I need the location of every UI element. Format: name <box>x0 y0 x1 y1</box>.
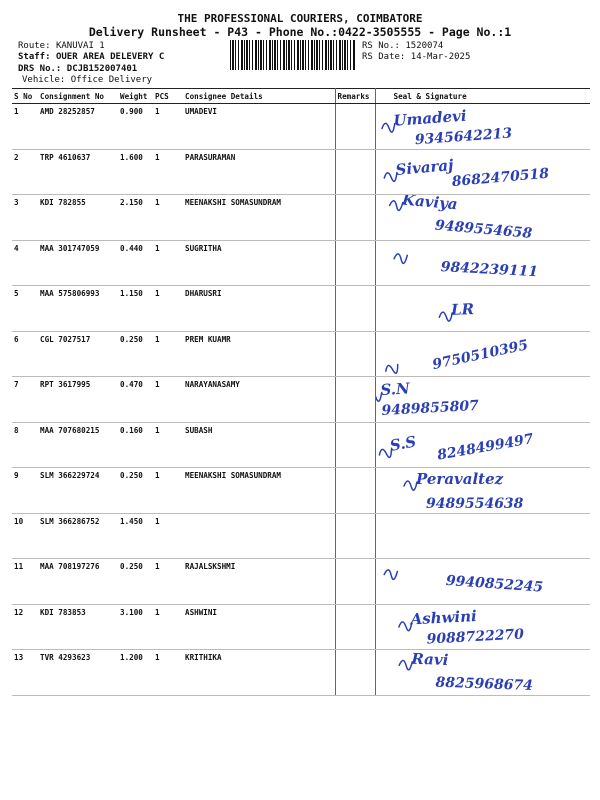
remarks-cell <box>335 650 375 696</box>
handwritten-phone: 9940852245 <box>444 572 544 596</box>
col-sno: S No <box>12 89 38 104</box>
consignee-cell: RAJALSKSHMI <box>183 559 335 605</box>
drs-value: DCJB152007401 <box>66 64 138 74</box>
consignment-cell: MAA 301747059 <box>38 240 118 286</box>
handwritten-signature <box>376 559 588 604</box>
signature-cell <box>375 559 590 605</box>
remarks-cell <box>335 149 375 195</box>
sno-cell: 1 <box>12 104 38 150</box>
table-row <box>12 422 590 468</box>
table-row <box>12 149 590 195</box>
drs-line <box>18 64 137 74</box>
vehicle-label: Vehicle: <box>22 75 66 85</box>
handwritten-name: S.N <box>379 379 410 399</box>
weight-cell: 0.250 <box>118 559 153 605</box>
route-label: Route: <box>18 41 51 51</box>
handwritten-phone: 9842239111 <box>439 258 538 280</box>
staff-line <box>18 52 164 62</box>
table-row <box>12 468 590 514</box>
signature-cell <box>375 190 590 242</box>
handwritten-signature <box>376 286 588 331</box>
signature-cell <box>375 104 590 150</box>
col-consignee: Consignee Details <box>183 89 335 104</box>
weight-cell: 1.200 <box>118 650 153 696</box>
pcs-cell: 1 <box>153 195 183 241</box>
handwritten-signature <box>376 422 588 467</box>
handwritten-phone: 8248499497 <box>435 430 535 464</box>
staff-value: OUER AREA DELEVERY C <box>55 52 165 62</box>
handwritten-phone: 9345642213 <box>413 125 513 149</box>
weight-cell: 0.250 <box>118 331 153 377</box>
col-weight: Weight <box>118 89 153 104</box>
weight-cell: 0.900 <box>118 104 153 150</box>
pcs-cell: 1 <box>153 422 183 468</box>
consignee-cell: UMADEVI <box>183 104 335 150</box>
consignment-cell: MAA 708197276 <box>38 559 118 605</box>
sno-cell: 6 <box>12 331 38 377</box>
remarks-cell <box>335 331 375 377</box>
remarks-cell <box>335 559 375 605</box>
handwritten-signature <box>376 604 588 649</box>
handwritten-signature <box>376 377 588 422</box>
route-line <box>18 41 105 51</box>
remarks-cell <box>335 513 375 559</box>
table-row <box>12 331 590 377</box>
signature-cell <box>375 377 590 423</box>
vehicle-line <box>22 75 152 85</box>
sno-cell: 10 <box>12 513 38 559</box>
table-row <box>12 513 590 559</box>
sno-cell: 7 <box>12 377 38 423</box>
handwritten-name: Sivaraj <box>394 155 454 179</box>
table-header-row <box>12 89 590 104</box>
runsheet-title: Delivery Runsheet - P43 - Phone No.:0422-3505555 - Page No.:1 <box>88 25 512 39</box>
rs-no-line <box>362 41 443 51</box>
sno-cell: 12 <box>12 604 38 650</box>
consignment-cell: TRP 4610637 <box>38 149 118 195</box>
sno-cell: 13 <box>12 650 38 696</box>
handwritten-signature <box>376 650 588 695</box>
handwritten-name: Peravaltez <box>415 470 503 488</box>
sno-cell: 8 <box>12 422 38 468</box>
remarks-cell <box>335 468 375 514</box>
table-row <box>12 195 590 241</box>
table-row <box>12 559 590 605</box>
signature-cell <box>375 422 590 468</box>
handwritten-phone: 9750510395 <box>430 336 530 373</box>
runsheet-table <box>12 88 590 696</box>
pcs-cell: 1 <box>153 604 183 650</box>
signature-stroke <box>393 253 406 263</box>
signature-cell <box>375 650 590 696</box>
col-signature: Seal & Signature <box>375 89 590 104</box>
signature-stroke <box>384 363 399 375</box>
remarks-cell <box>335 195 375 241</box>
table-row <box>12 604 590 650</box>
pcs-cell: 1 <box>153 650 183 696</box>
handwritten-name: LR <box>450 300 474 319</box>
signature-cell <box>375 331 590 377</box>
consignment-cell: SLM 366229724 <box>38 468 118 514</box>
weight-cell: 1.450 <box>118 513 153 559</box>
handwritten-signature <box>376 331 588 376</box>
remarks-cell <box>335 240 375 286</box>
handwritten-name: Ravi <box>410 649 449 670</box>
pcs-cell: 1 <box>153 377 183 423</box>
handwritten-signature <box>376 468 588 513</box>
table-row <box>12 650 590 696</box>
consignee-cell: SUGRITHA <box>183 240 335 286</box>
consignment-cell: AMD 28252857 <box>38 104 118 150</box>
col-consignment: Consignment No <box>38 89 118 104</box>
sno-cell: 9 <box>12 468 38 514</box>
barcode-image <box>230 40 355 70</box>
weight-cell: 1.150 <box>118 286 153 332</box>
consignee-cell: NARAYANASAMY <box>183 377 335 423</box>
consignee-cell: PREM KUAMR <box>183 331 335 377</box>
remarks-cell <box>335 377 375 423</box>
handwritten-phone: 8825968674 <box>434 674 533 694</box>
sno-cell: 3 <box>12 195 38 241</box>
consignee-cell: SUBASH <box>183 422 335 468</box>
table-row <box>12 286 590 332</box>
consignment-cell: SLM 366286752 <box>38 513 118 559</box>
staff-label: Staff: <box>18 52 51 62</box>
signature-cell <box>375 286 590 332</box>
consignment-cell: CGL 7027517 <box>38 331 118 377</box>
consignee-cell: MEENAKSHI SOMASUNDRAM <box>183 468 335 514</box>
consignee-cell: MEENAKSHI SOMASUNDRAM <box>183 195 335 241</box>
signature-stroke <box>383 570 397 580</box>
handwritten-signature <box>376 190 588 242</box>
remarks-cell <box>335 422 375 468</box>
rs-no-value: 1520074 <box>405 41 444 51</box>
table-row <box>12 240 590 286</box>
sno-cell: 2 <box>12 149 38 195</box>
pcs-cell: 1 <box>153 104 183 150</box>
handwritten-signature <box>376 104 588 149</box>
route-value: KANUVAI 1 <box>55 41 105 51</box>
consignee-cell: PARASURAMAN <box>183 149 335 195</box>
pcs-cell: 1 <box>153 559 183 605</box>
handwritten-name: S.S <box>387 432 418 455</box>
remarks-cell <box>335 104 375 150</box>
rs-date-line <box>362 52 470 62</box>
consignee-cell: KRITHIKA <box>183 650 335 696</box>
weight-cell: 0.470 <box>118 377 153 423</box>
pcs-cell: 1 <box>153 286 183 332</box>
col-remarks: Remarks <box>335 89 375 104</box>
pcs-cell: 1 <box>153 240 183 286</box>
consignment-cell: MAA 575806993 <box>38 286 118 332</box>
company-name: THE PROFESSIONAL COURIERS, COIMBATORE <box>177 12 423 25</box>
table-row <box>12 377 590 423</box>
handwritten-phone: 9088722270 <box>425 626 524 648</box>
handwritten-phone: 9489554658 <box>433 217 533 242</box>
signature-cell <box>375 604 590 650</box>
weight-cell: 0.250 <box>118 468 153 514</box>
consignment-cell: TVR 4293623 <box>38 650 118 696</box>
handwritten-name: Umadevi <box>392 106 467 130</box>
handwritten-phone: 8682470518 <box>450 165 550 190</box>
rs-date-value: 14-Mar-2025 <box>410 52 471 62</box>
remarks-cell <box>335 286 375 332</box>
signature-cell <box>375 149 590 195</box>
handwritten-signature <box>376 149 588 194</box>
weight-cell: 2.150 <box>118 195 153 241</box>
signature-cell <box>375 513 590 559</box>
weight-cell: 3.100 <box>118 604 153 650</box>
handwritten-signature <box>376 240 588 285</box>
handwritten-phone: 9489855807 <box>380 397 479 419</box>
consignee-cell <box>183 513 335 559</box>
weight-cell: 1.600 <box>118 149 153 195</box>
signature-cell <box>375 468 590 514</box>
consignee-cell: ASHWINI <box>183 604 335 650</box>
weight-cell: 0.440 <box>118 240 153 286</box>
consignment-cell: RPT 3617995 <box>38 377 118 423</box>
handwritten-phone: 9489554638 <box>425 496 523 512</box>
consignee-cell: DHARUSRI <box>183 286 335 332</box>
handwritten-name: Ashwini <box>409 606 477 628</box>
rs-no-label: RS No.: <box>362 41 400 51</box>
signature-cell <box>375 240 590 286</box>
pcs-cell: 1 <box>153 513 183 559</box>
pcs-cell: 1 <box>153 149 183 195</box>
sno-cell: 4 <box>12 240 38 286</box>
remarks-cell <box>335 604 375 650</box>
pcs-cell: 1 <box>153 331 183 377</box>
drs-label: DRS No.: <box>18 64 62 74</box>
col-pcs: PCS <box>153 89 183 104</box>
vehicle-value: Office Delivery <box>70 75 153 85</box>
rs-date-label: RS Date: <box>362 52 406 62</box>
table-row <box>12 104 590 150</box>
consignment-cell: KDI 782855 <box>38 195 118 241</box>
pcs-cell: 1 <box>153 468 183 514</box>
sno-cell: 11 <box>12 559 38 605</box>
consignment-cell: KDI 783853 <box>38 604 118 650</box>
handwritten-name: Kaviya <box>400 190 458 214</box>
weight-cell: 0.160 <box>118 422 153 468</box>
consignment-cell: MAA 707680215 <box>38 422 118 468</box>
sno-cell: 5 <box>12 286 38 332</box>
